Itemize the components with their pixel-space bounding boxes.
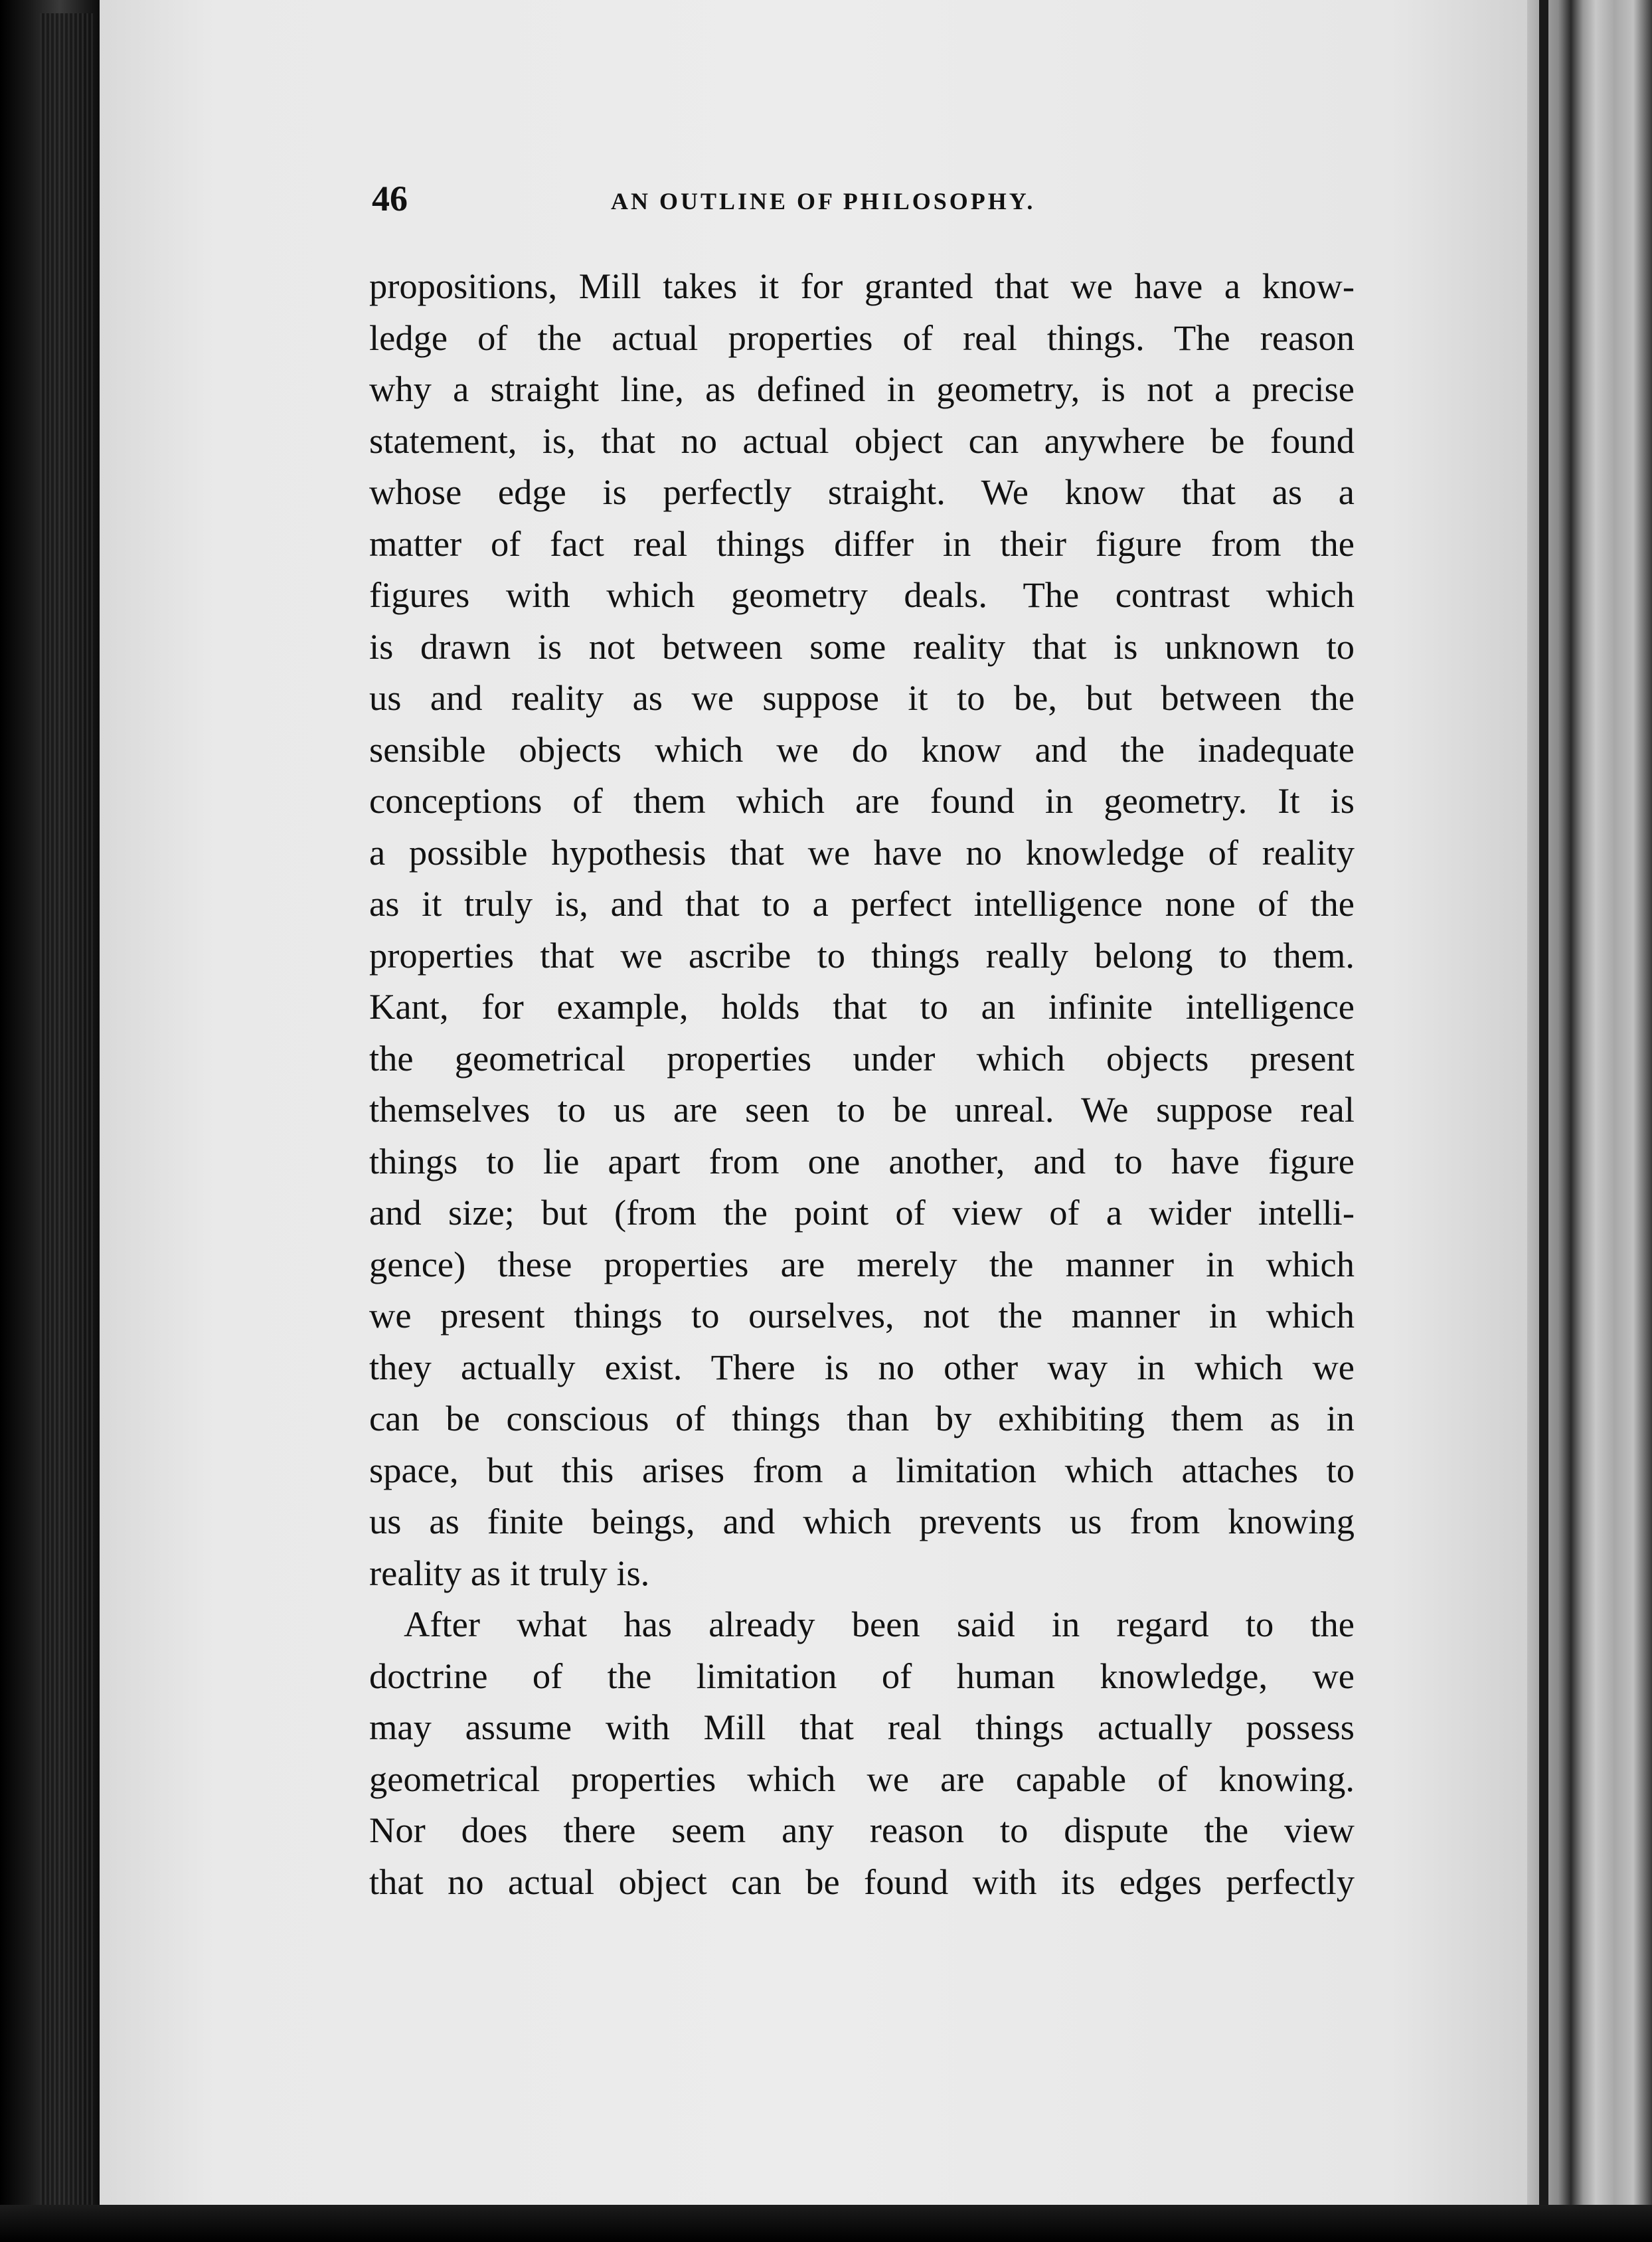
text-line: space, but this arises from a limitation which attaches to [369, 1449, 1355, 1490]
text-line: matter of fact real things differ in their figure from the [369, 523, 1355, 564]
text-line: Kant, for example, holds that to an infinite intelligence [369, 986, 1355, 1027]
text-line: as it truly is, and that to a perfect intelligence none of the [369, 883, 1355, 924]
text-line: statement, is, that no actual object can anywhere be found [369, 420, 1355, 461]
text-line: the geometrical properties under which objects present [369, 1037, 1355, 1078]
text-line: ledge of the actual properties of real things. The reason [369, 317, 1355, 358]
text-line: is drawn is not between some reality that is unknown to [369, 626, 1355, 667]
page-number: 46 [372, 179, 408, 218]
text-line: themselves to us are seen to be unreal. We suppose real [369, 1089, 1355, 1130]
binding-page-edges [40, 13, 93, 2205]
page-header [372, 178, 1355, 238]
text-line: doctrine of the limitation of human knowledge, we [369, 1655, 1355, 1696]
body-text [369, 260, 1355, 1907]
text-line: that no actual object can be found with its edges perfectly [369, 1861, 1355, 1902]
running-head: AN OUTLINE OF PHILOSOPHY. [611, 188, 1036, 215]
text-line: figures with which geometry deals. The contrast which [369, 574, 1355, 615]
text-line: things to lie apart from one another, and to have figure [369, 1140, 1355, 1181]
text-line: whose edge is perfectly straight. We know that as a [369, 472, 1355, 512]
text-line: properties that we ascribe to things really belong to them. [369, 934, 1355, 976]
text-line: us as finite beings, and which prevents us from knowing [369, 1501, 1355, 1541]
text-line: geometrical properties which we are capable of knowing. [369, 1758, 1355, 1799]
text-line: conceptions of them which are found in geometry. It is [369, 780, 1355, 821]
text-line: we present things to ourselves, not the manner in which [369, 1295, 1355, 1336]
text-line: Nor does there seem any reason to dispute the view [369, 1810, 1355, 1850]
bottom-shadow [0, 2205, 1652, 2242]
text-line: gence) these properties are merely the manner in which [369, 1243, 1355, 1284]
text-line: and size; but (from the point of view of a wider intelli- [369, 1192, 1355, 1233]
text-line: they actually exist. There is no other way in which we [369, 1346, 1355, 1387]
paragraph-first-line: After what has already been said in regard to the [404, 1604, 1355, 1644]
text-line: propositions, Mill takes it for granted that we have a know- [369, 266, 1355, 306]
text-line: may assume with Mill that real things actually possess [369, 1707, 1355, 1747]
text-line: can be conscious of things than by exhibiting them as in [369, 1398, 1355, 1438]
text-line: why a straight line, as defined in geometry, is not a precise [369, 369, 1355, 409]
page-edge-shadow [1539, 0, 1548, 2242]
paragraph-last-line: reality as it truly is. [369, 1552, 650, 1593]
text-line: sensible objects which we do know and the inadequate [369, 729, 1355, 770]
text-line: us and reality as we suppose it to be, but between the [369, 677, 1355, 718]
text-line: a possible hypothesis that we have no knowledge of reality [369, 831, 1355, 873]
